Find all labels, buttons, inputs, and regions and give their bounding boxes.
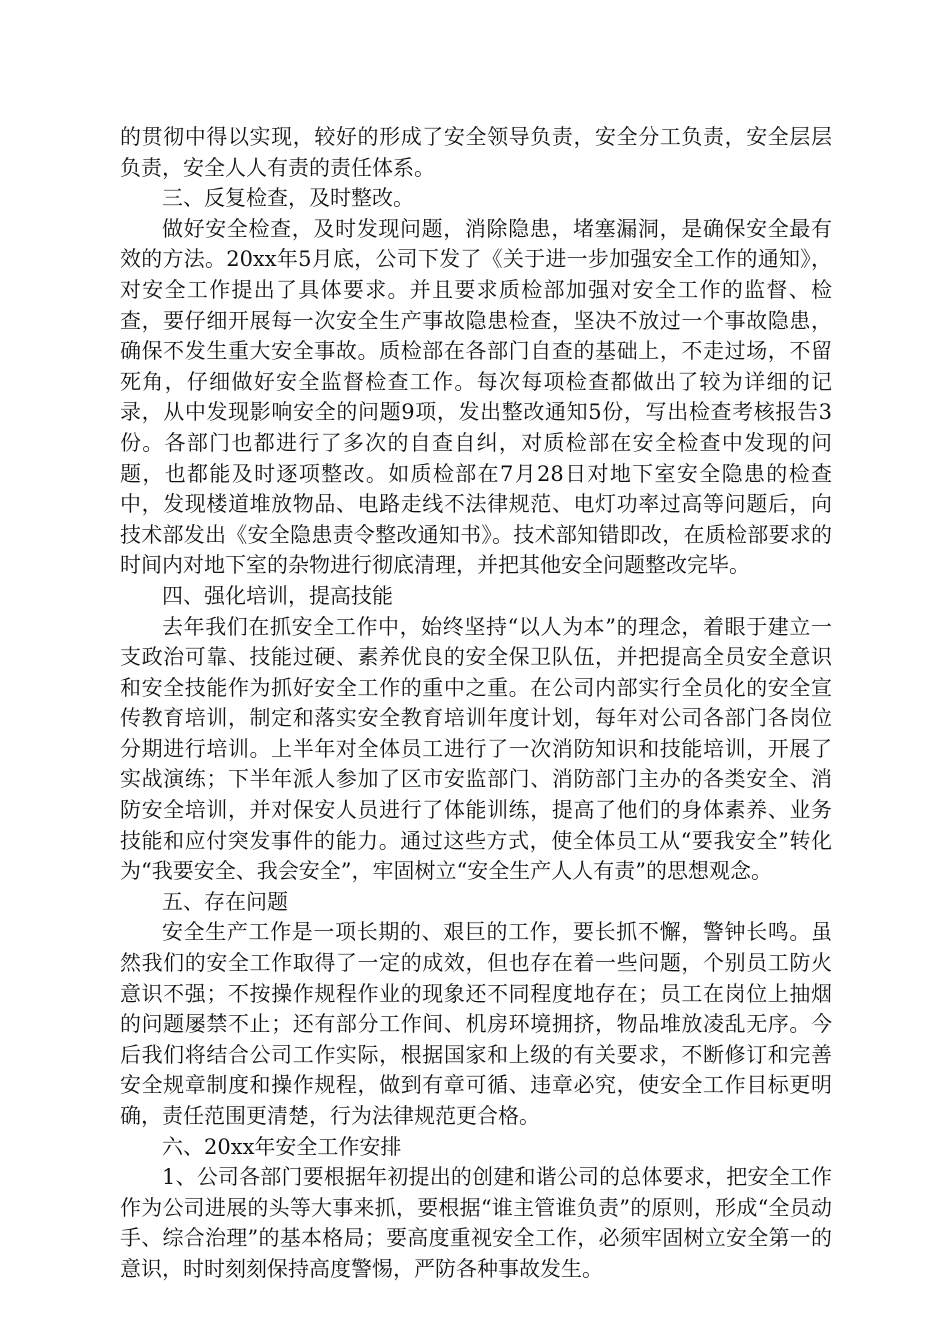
paragraph-continued: 的贯彻中得以实现，较好的形成了安全领导负责，安全分工负责，安全层层负责，安全人人有责的责任体系。 <box>120 125 832 180</box>
section-heading-6: 六、20xx年安全工作安排 <box>162 1134 402 1159</box>
section-heading-3: 三、反复检查，及时整改。 <box>162 186 414 211</box>
paragraph-inspection: 做好安全检查，及时发现问题，消除隐患，堵塞漏洞，是确保安全最有效的方法。20xx年5月底，公司下发了《关于进一步加强安全工作的通知》，对安全工作提出了具体要求。并且要求质检部加强对安全工作的监督、检查，要仔细开展每一次安全生产事故隐患检查，坚决不放过一个事故隐患，确保不发生重大安全事故。质检部在各部门自查的基础上，不走过场，不留死角，仔细做好安全监督检查工作。每次每项检查都做出了较为详细的记录，从中发现影响安全的问题9项，发出整改通知5份，写出检查考核报告3份。各部门也都进行了多次的自查自纠，对质检部在安全检查中发现的问题，也都能及时逐项整改。如质检部在7月28日对地下室安全隐患的检查中，发现楼道堆放物品、电路走线不法律规范、电灯功率过高等问题后，向技术部发出《安全隐患责令整改通知书》。技术部知错即改，在质检部要求的时间内对地下室的杂物进行彻底清理，并把其他安全问题整改完毕。 <box>120 216 832 578</box>
section-heading-5: 五、存在问题 <box>162 889 288 914</box>
document-page <box>120 122 832 1285</box>
paragraph-problems: 安全生产工作是一项长期的、艰巨的工作，要长抓不懈，警钟长鸣。虽然我们的安全工作取得了一定的成效，但也存在着一些问题，个别员工防火意识不强；不按操作规程作业的现象还不同程度地存在；员工在岗位上抽烟的问题屡禁不止；还有部分工作间、机房环境拥挤，物品堆放凌乱无序。今后我们将结合公司工作实际，根据国家和上级的有关要求，不断修订和完善安全规章制度和操作规程，做到有章可循、违章必究，使安全工作目标更明确，责任范围更清楚，行为法律规范更合格。 <box>120 920 832 1128</box>
section-heading-4: 四、强化培训，提高技能 <box>162 583 393 608</box>
paragraph-training: 去年我们在抓安全工作中，始终坚持“以人为本”的理念，着眼于建立一支政治可靠、技能过硬、素养优良的安全保卫队伍，并把提高全员安全意识和安全技能作为抓好安全工作的重中之重。在公司内部实行全员化的安全宣传教育培训，制定和落实安全教育培训年度计划，每年对公司各部门各岗位分期进行培训。上半年对全体员工进行了一次消防知识和技能培训，开展了实战演练；下半年派人参加了区市安监部门、消防部门主办的各类安全、消防安全培训，并对保安人员进行了体能训练，提高了他们的身体素养、业务技能和应付突发事件的能力。通过这些方式，使全体员工从“要我安全”转化为“我要安全、我会安全”，牢固树立“安全生产人人有责”的思想观念。 <box>120 614 832 884</box>
paragraph-plan-item-1: 1、公司各部门要根据年初提出的创建和谐公司的总体要求，把安全工作作为公司进展的头等大事来抓，要根据“谁主管谁负责”的原则，形成“全员动手、综合治理”的基本格局；要高度重视安全工作，必须牢固树立安全第一的意识，时时刻刻保持高度警惕，严防各种事故发生。 <box>120 1165 832 1281</box>
